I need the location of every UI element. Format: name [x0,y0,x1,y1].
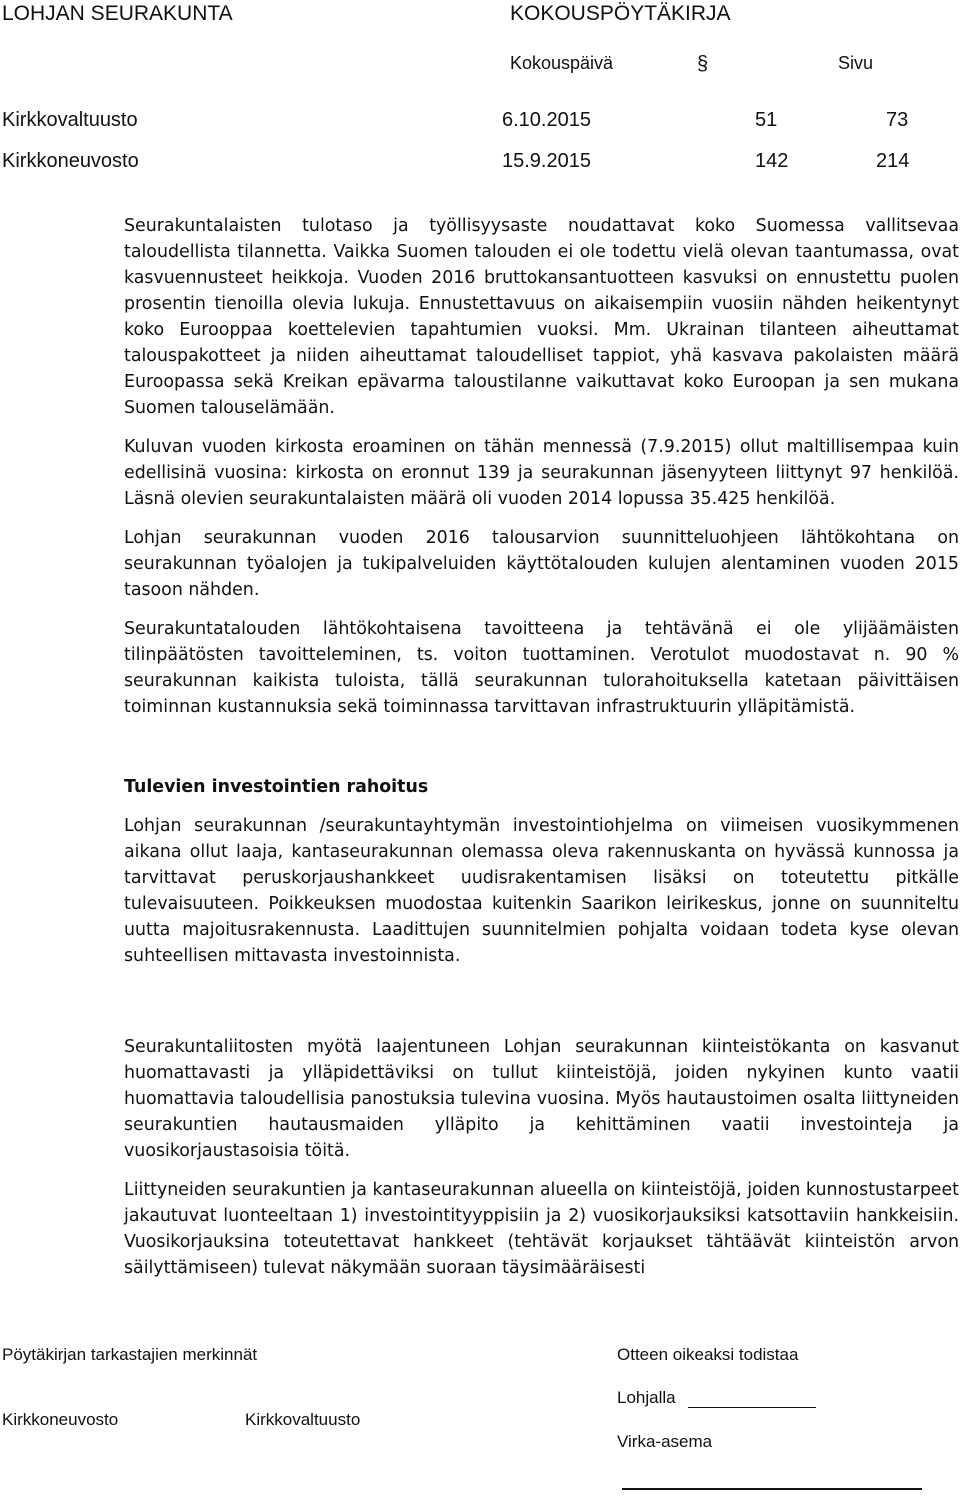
place-date-underline [688,1407,816,1408]
paragraph-budget: Lohjan seurakunnan vuoden 2016 talousarvion suunnitteluohjeen lähtökohtana on seurakunnan työalojen ja tukipalveluiden käyttötalouden kulujen alentaminen vuoden 2015 tasoon nähden. [124,528,959,600]
page-number-2: 214 [876,150,910,172]
paragraph-finance-goal: Seurakuntatalouden lähtökohtaisena tavoitteena ja tehtävänä ei ole ylijäämäisten tilinpäätösten tavoitteleminen, ts. voiton tuottaminen. Verotulot muodostavat n. 90 % seurakunnan kaikista tuloista, tällä seurakunnan tulorahoituksella katetaan päivittäisen toiminnan kustannuksia sekä toiminnassa tarvittavan infrastruktuurin ylläpitämistä. [124,619,959,717]
footer-role: Virka-asema [617,1432,713,1451]
document-type: KOKOUSPÖYTÄKIRJA [510,2,731,25]
meeting-body-2: Kirkkoneuvosto [2,150,139,172]
body-content [124,213,959,1281]
paragraph-economy: Seurakuntalaisten tulotaso ja työllisyysaste noudattavat koko Suomessa vallitsevaa taloudellista tilannetta. Vaikka Suomen talouden ei ole todettu vielä olevan taantumassa, ovat kasvuennusteet heikkoja. Vuoden 2016 bruttokansantuotteen kasvuksi on ennustettu puolen prosentin tienoilla olevia lukuja. Ennustettavuus on aikaisempiin vuosiin nähden heikentynyt koko Eurooppaa koettelevien tapahtumien vuoksi. Mm. Ukrainan tilanteen aiheuttamat talouspakotteet ja niiden aiheuttamat taloudelliset tappiot, yhä kasvava pakolaisten määrä Euroopassa sekä Kreikan epävarma taloustilanne vaikuttavat koko Euroopan ja sen mukana Suomen talouselämään. [124,216,959,418]
footer-place: Lohjalla [617,1388,676,1407]
section-mark: § [697,53,709,75]
footer-left-title: Pöytäkirjan tarkastajien merkinnät [2,1345,258,1364]
paragraph-membership: Kuluvan vuoden kirkosta eroaminen on tähän mennessä (7.9.2015) ollut maltillisempaa kuin edellisinä vuosina: kirkosta on eronnut 139 ja seurakunnan jäsenyyteen liittynyt 97 henkilöä. Läsnä olevien seurakuntalaisten määrä oli vuoden 2014 lopussa 35.425 henkilöä. [124,437,959,509]
org-name: LOHJAN SEURAKUNTA [2,2,233,25]
column-label-date: Kokouspäivä [510,53,614,73]
footer-sign-kirkkoneuvosto: Kirkkoneuvosto [2,1410,119,1429]
signature-line [622,1488,922,1490]
meeting-body-1: Kirkkovaltuusto [2,109,138,131]
section-number-2: 142 [755,150,789,172]
meeting-date-1: 6.10.2015 [502,109,591,131]
footer-right-title: Otteen oikeaksi todistaa [617,1345,799,1364]
section-heading: Tulevien investointien rahoitus [124,777,429,797]
column-label-page: Sivu [838,53,874,73]
paragraph-investment-program: Lohjan seurakunnan /seurakuntayhtymän investointiohjelma on viimeisen vuosikymmenen aikana ollut laaja, kantaseurakunnan olemassa oleva rakennuskanta on hyvässä kunnossa ja tarvittavat peruskorjaushankkeet uudisrakentamisen lisäksi on toteutettu pitkälle tulevaisuuteen. Poikkeuksen muodostaa kuitenkin Saarikon leirikeskus, jonne on suunniteltu uutta majoitusrakennusta. Laadittujen suunnitelmien pohjalta voidaan todeta kyse olevan suhteellisen mittavasta investoinnista. [124,816,959,966]
paragraph-real-estate: Seurakuntaliitosten myötä laajentuneen Lohjan seurakunnan kiinteistökanta on kasvanut huomattavasti ja ylläpidettäviksi on tullut kiinteistöjä, joiden nykyinen kunto vaatii huomattavia taloudellisia panostuksia tulevina vuosina. Myös hautaustoimen osalta liittyneiden seurakuntien hautausmaiden ylläpito ja kehittäminen vaatii investointeja ja vuosikorjaustasoisia töitä. [124,1037,959,1161]
section-number-1: 51 [755,109,778,131]
meeting-date-2: 15.9.2015 [502,150,591,172]
footer-sign-kirkkovaltuusto: Kirkkovaltuusto [245,1410,361,1429]
page-number-1: 73 [886,109,909,131]
paragraph-renovation: Liittyneiden seurakuntien ja kantaseurakunnan alueella on kiinteistöjä, joiden kunnostustarpeet jakautuvat luonteeltaan 1) investointityyppisiin ja 2) vuosikorjauksiksi katsottaviin hankkeisiin. Vuosikorjauksina toteutettavat hankkeet (tehtävät korjaukset tähtäävät kiinteistön arvon säilyttämiseen) tulevat näkymään suoraan täysimääräisesti [124,1180,959,1278]
